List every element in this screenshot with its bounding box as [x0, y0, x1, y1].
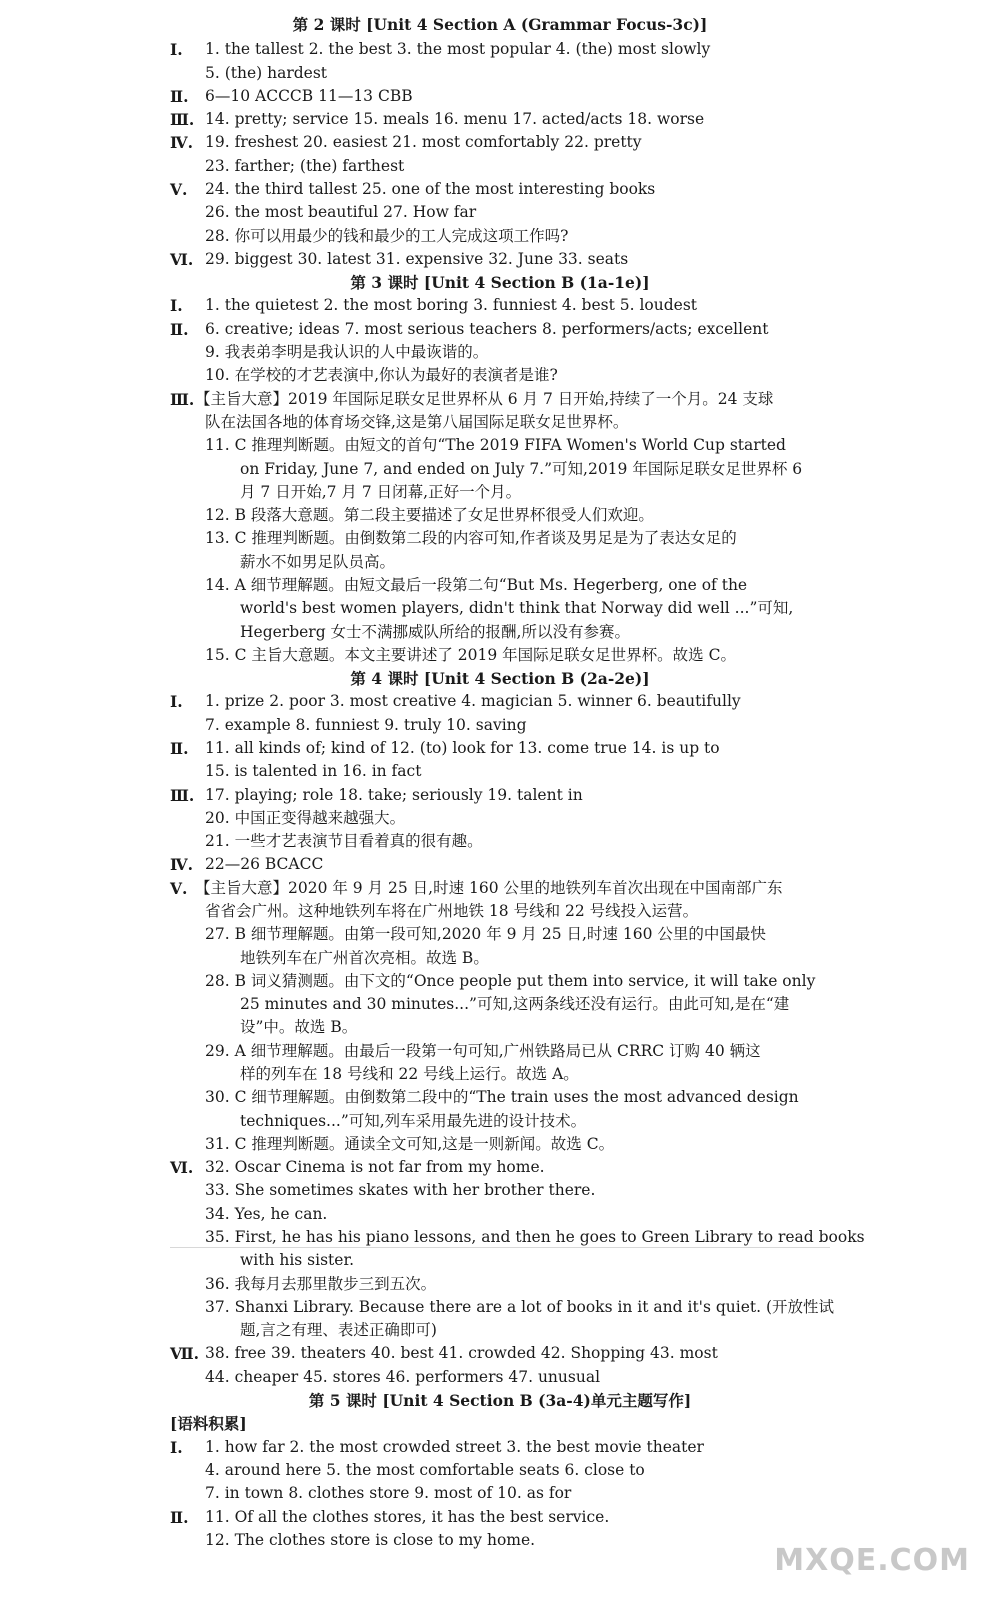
answer-line [0, 38, 1000, 61]
answer-text: 19. freshest 20. easiest 21. most comfortably 22. pretty [205, 133, 642, 151]
answer-line [0, 1296, 1000, 1319]
answer-text: 7. in town 8. clothes store 9. most of 10. as for [205, 1484, 572, 1502]
answer-line [0, 225, 1000, 248]
heading-text: 第 3 课时 [Unit 4 Section B (1a-1e)] [350, 273, 650, 292]
answer-text: 36. 我每月去那里散步三到五次。 [205, 1275, 437, 1293]
answer-line [0, 178, 1000, 201]
answer-text: 1. the quietest 2. the most boring 3. funniest 4. best 5. loudest [205, 296, 698, 314]
answer-text: 38. free 39. theaters 40. best 41. crowded 42. Shopping 43. most [205, 1344, 718, 1362]
answer-text: 29. A 细节理解题。由最后一段第一句可知,广州铁路局已从 CRRC 订购 40 辆这 [205, 1042, 761, 1060]
answer-text: 22—26 BCACC [205, 855, 324, 873]
answer-text: 题,言之有理、表述正确即可) [240, 1321, 437, 1339]
answer-line [0, 1459, 1000, 1482]
section-numeral: Ⅱ. [170, 739, 189, 758]
answer-line [0, 1366, 1000, 1389]
heading-text: 第 2 课时 [Unit 4 Section A (Grammar Focus-3c)] [292, 15, 708, 34]
answer-text: 15. C 主旨大意题。本文主要讲述了 2019 年国际足联女足世界杯。故选 C。 [205, 646, 736, 664]
answer-line [0, 1179, 1000, 1202]
answer-text: 28. 你可以用最少的钱和最少的工人完成这项工作吗? [205, 227, 569, 245]
section-numeral: Ⅵ. [170, 1158, 194, 1177]
answer-text: 26. the most beautiful 27. How far [205, 203, 477, 221]
answer-text: 7. example 8. funniest 9. truly 10. saving [205, 716, 527, 734]
answer-text: 10. 在学校的才艺表演中,你认为最好的表演者是谁? [205, 366, 558, 384]
section-numeral: Ⅲ. [170, 786, 195, 805]
answer-text: 44. cheaper 45. stores 46. performers 47. unusual [205, 1368, 601, 1386]
answer-text: 15. is talented in 16. in fact [205, 762, 422, 780]
answer-text: 薪水不如男足队员高。 [240, 553, 396, 571]
answer-text: 11. Of all the clothes stores, it has the best service. [205, 1508, 610, 1526]
section-numeral: Ⅳ. [170, 133, 193, 152]
answer-text: 11. C 推理判断题。由短文的首句“The 2019 FIFA Women's World Cup started [205, 436, 786, 454]
section-numeral: Ⅲ. [170, 390, 195, 409]
answer-line [0, 1040, 1000, 1063]
answer-line [0, 1342, 1000, 1365]
answer-text: 【主旨大意】2019 年国际足联女足世界杯从 6 月 7 日开始,持续了一个月。24 支球 [195, 390, 774, 408]
answer-line [0, 1156, 1000, 1179]
answer-line [0, 411, 1000, 434]
section-numeral: Ⅰ. [170, 1438, 183, 1457]
section-numeral: Ⅶ. [170, 1344, 200, 1363]
answer-text: 【主旨大意】2020 年 9 月 25 日,时速 160 公里的地铁列车首次出现在中国南部广东 [195, 879, 783, 897]
answer-text: 35. First, he has his piano lessons, and then he goes to Green Library to read books [205, 1228, 865, 1246]
lesson-heading-3 [0, 271, 1000, 294]
answer-line [0, 737, 1000, 760]
answer-text: 9. 我表弟李明是我认识的人中最诙谐的。 [205, 343, 489, 361]
section-numeral: Ⅲ. [170, 110, 195, 129]
section-numeral: Ⅴ. [170, 879, 188, 898]
answer-line [0, 1133, 1000, 1156]
answer-text: 21. 一些才艺表演节目看着真的很有趣。 [205, 832, 483, 850]
answer-line [0, 1086, 1000, 1109]
answer-text: 13. C 推理判断题。由倒数第二段的内容可知,作者谈及男足是为了表达女足的 [205, 529, 737, 547]
answer-line [0, 784, 1000, 807]
answer-text: 省省会广州。这种地铁列车将在广州地铁 18 号线和 22 号线投入运营。 [205, 902, 699, 920]
answer-text: 12. B 段落大意题。第二段主要描述了女足世界杯很受人们欢迎。 [205, 506, 654, 524]
answer-line [0, 248, 1000, 271]
scan-divider [170, 1247, 830, 1248]
answer-line [0, 877, 1000, 900]
subheading-line [0, 1412, 1000, 1435]
answer-line [0, 1436, 1000, 1459]
lesson-heading-5 [0, 1389, 1000, 1412]
answer-line [0, 62, 1000, 85]
answer-line [0, 993, 1000, 1016]
answer-line [0, 1226, 1000, 1249]
answer-text: 27. B 细节理解题。由第一段可知,2020 年 9 月 25 日,时速 160 公里的中国最快 [205, 925, 766, 943]
answer-text: 31. C 推理判断题。通读全文可知,这是一则新闻。故选 C。 [205, 1135, 615, 1153]
answer-line [0, 1110, 1000, 1133]
answer-text: 29. biggest 30. latest 31. expensive 32. June 33. seats [205, 250, 629, 268]
answer-text: 24. the third tallest 25. one of the most interesting books [205, 180, 656, 198]
answer-text: 1. prize 2. poor 3. most creative 4. magician 5. winner 6. beautifully [205, 692, 741, 710]
answer-line [0, 155, 1000, 178]
lesson-heading-2 [0, 13, 1000, 36]
answer-text: 32. Oscar Cinema is not far from my home. [205, 1158, 545, 1176]
answer-text: 28. B 词义猜测题。由下文的“Once people put them into service, it will take only [205, 972, 816, 990]
watermark: MXQE.COM [774, 1543, 970, 1578]
answer-line [0, 970, 1000, 993]
answer-line [0, 853, 1000, 876]
answer-text: 6. creative; ideas 7. most serious teachers 8. performers/acts; excellent [205, 320, 769, 338]
answer-text: on Friday, June 7, and ended on July 7.”可知,2019 年国际足联女足世界杯 6 [240, 460, 803, 478]
answer-line [0, 108, 1000, 131]
section-numeral: Ⅰ. [170, 40, 183, 59]
section-numeral: Ⅰ. [170, 692, 183, 711]
answer-line [0, 341, 1000, 364]
answer-line [0, 1203, 1000, 1226]
answer-text: 37. Shanxi Library. Because there are a lot of books in it and it's quiet. (开放性试 [205, 1298, 834, 1316]
lesson-heading-4 [0, 667, 1000, 690]
answer-line [0, 458, 1000, 481]
answer-line [0, 434, 1000, 457]
answer-text: 1. the tallest 2. the best 3. the most popular 4. (the) most slowly [205, 40, 711, 58]
answer-text: 地铁列车在广州首次亮相。故选 B。 [240, 949, 489, 967]
answer-line [0, 644, 1000, 667]
answer-text: 17. playing; role 18. take; seriously 19. talent in [205, 786, 583, 804]
answer-line [0, 364, 1000, 387]
answer-line [0, 318, 1000, 341]
answer-text: 34. Yes, he can. [205, 1205, 328, 1223]
answer-line [0, 551, 1000, 574]
answer-line [0, 504, 1000, 527]
answer-text: 33. She sometimes skates with her brother there. [205, 1181, 596, 1199]
section-numeral: Ⅱ. [170, 320, 189, 339]
answer-text: with his sister. [240, 1251, 355, 1269]
answer-line [0, 1319, 1000, 1342]
answer-line [0, 201, 1000, 224]
answer-text: 12. The clothes store is close to my home. [205, 1531, 536, 1549]
answer-text: 14. pretty; service 15. meals 16. menu 17. acted/acts 18. worse [205, 110, 705, 128]
answer-text: 6—10 ACCCB 11—13 CBB [205, 87, 413, 105]
answer-text: 队在法国各地的体育场交锋,这是第八届国际足联女足世界杯。 [205, 413, 629, 431]
answer-line [0, 131, 1000, 154]
answer-line [0, 621, 1000, 644]
answer-text: 5. (the) hardest [205, 64, 328, 82]
answer-text: 20. 中国正变得越来越强大。 [205, 809, 406, 827]
answer-line [0, 714, 1000, 737]
section-numeral: Ⅱ. [170, 87, 189, 106]
heading-text: 第 5 课时 [Unit 4 Section B (3a-4)单元主题写作] [308, 1391, 692, 1410]
answer-line [0, 527, 1000, 550]
section-numeral: Ⅱ. [170, 1508, 189, 1527]
answer-line [0, 923, 1000, 946]
answer-line [0, 597, 1000, 620]
answer-text: 1. how far 2. the most crowded street 3. the best movie theater [205, 1438, 704, 1456]
answer-text: 30. C 细节理解题。由倒数第二段中的“The train uses the most advanced design [205, 1088, 799, 1106]
answer-text: 23. farther; (the) farthest [205, 157, 405, 175]
answer-text: Hegerberg 女士不满挪威队所给的报酬,所以没有参赛。 [240, 623, 630, 641]
heading-text: 第 4 课时 [Unit 4 Section B (2a-2e)] [350, 669, 650, 688]
answer-line [0, 1273, 1000, 1296]
section-numeral: Ⅳ. [170, 855, 193, 874]
answer-text: 设”中。故选 B。 [240, 1018, 358, 1036]
answer-line [0, 1016, 1000, 1039]
answer-line [0, 900, 1000, 923]
answer-text: 月 7 日开始,7 月 7 日闭幕,正好一个月。 [240, 483, 522, 501]
section-numeral: Ⅵ. [170, 250, 194, 269]
answer-text: world's best women players, didn't think that Norway did well ...”可知, [240, 599, 794, 617]
answer-text: 14. A 细节理解题。由短文最后一段第二句“But Ms. Hegerberg, one of the [205, 576, 748, 594]
answer-text: techniques...”可知,列车采用最先进的设计技术。 [240, 1112, 587, 1130]
answer-line [0, 481, 1000, 504]
answer-text: 25 minutes and 30 minutes...”可知,这两条线还没有运行。由此可知,是在“建 [240, 995, 790, 1013]
answer-text: 11. all kinds of; kind of 12. (to) look for 13. come true 14. is up to [205, 739, 720, 757]
answer-line [0, 807, 1000, 830]
corpus-subheading: [语料积累] [170, 1414, 247, 1433]
answer-line [0, 1506, 1000, 1529]
answer-line [0, 574, 1000, 597]
answer-line [0, 1249, 1000, 1272]
answer-line [0, 85, 1000, 108]
answer-line [0, 1063, 1000, 1086]
answer-line [0, 690, 1000, 713]
section-numeral: Ⅰ. [170, 296, 183, 315]
answer-line [0, 388, 1000, 411]
answer-line [0, 947, 1000, 970]
section-numeral: Ⅴ. [170, 180, 188, 199]
answer-line [0, 1482, 1000, 1505]
answer-line [0, 294, 1000, 317]
answer-text: 样的列车在 18 号线和 22 号线上运行。故选 A。 [240, 1065, 579, 1083]
answer-line [0, 760, 1000, 783]
answer-line [0, 830, 1000, 853]
answer-text: 4. around here 5. the most comfortable seats 6. close to [205, 1461, 645, 1479]
